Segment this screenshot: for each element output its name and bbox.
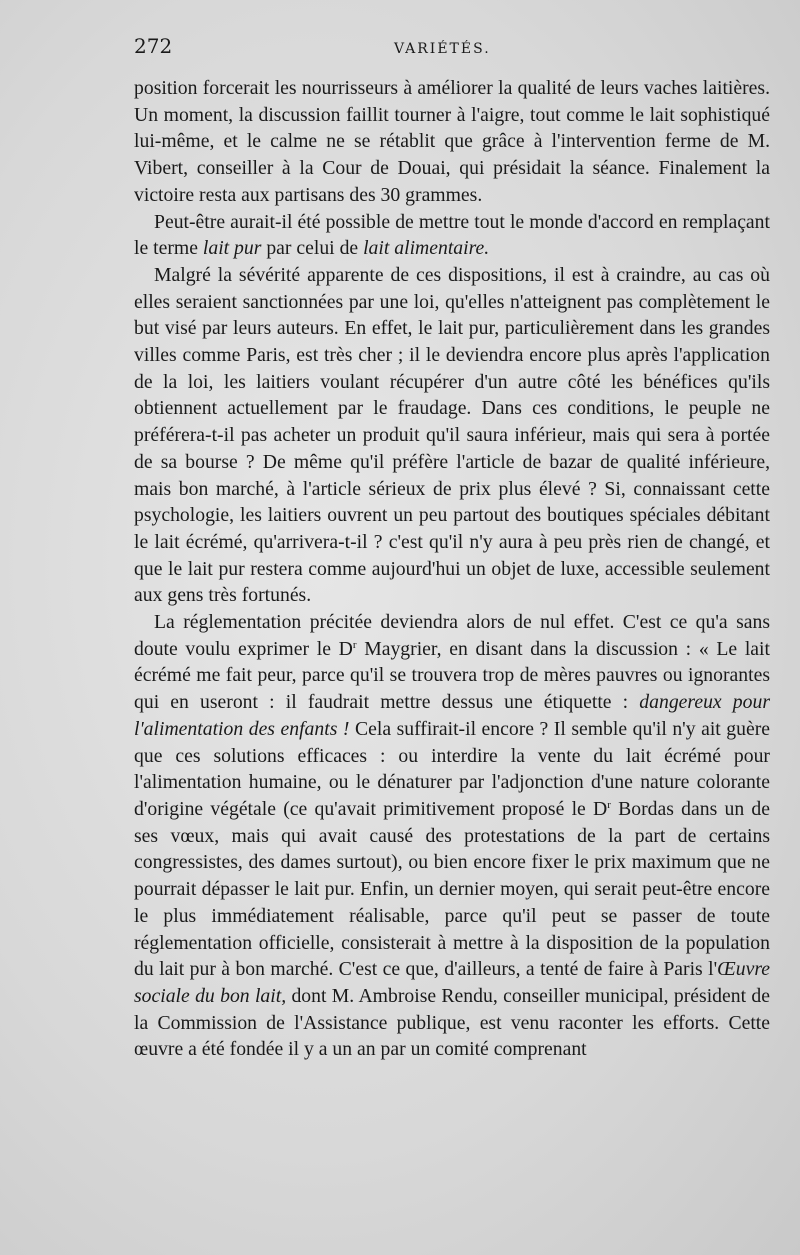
title-oeuvre-sociale: Œuvre sociale du bon lait, <box>134 958 770 1007</box>
paragraph-4-text-e: dont M. Ambroise Rendu, conseiller municipal, président de la Commission de l'Assistance publique, est venu raconter les efforts. Cette œuvre a été fondée il y a un an par un comité comprenant <box>134 984 770 1061</box>
paragraph-2-text-b: par celui de <box>261 237 364 260</box>
paragraph-4-text-a: La réglementation précitée deviendra alors de nul effet. C'est ce qu'a sans doute voulu exprimer le D <box>134 611 770 660</box>
page-header <box>134 34 770 72</box>
label-quote-dangereux: dangereux pour l'alimentation des enfants ! <box>134 691 770 740</box>
paragraph-4 <box>134 609 770 1063</box>
term-lait-pur: lait pur <box>202 237 262 260</box>
page-number: 272 <box>134 34 173 58</box>
superscript-r-2: r <box>607 798 611 811</box>
paragraph-4-text-d: Bordas dans un de ses vœux, mais qui avait causé des protestations de la part de certains congressistes, des dames surtout), ou bien encore fixer le prix maximum que ne pourrait dépasser le lait pur. Enfin, un dernier moyen, qui serait peut-être encore le plus immédiatement réalisable, parce qu'il peut se passer de toute réglementation officielle, consisterait à mettre à la disposition de la population du lait pur à bon marché. C'est ce que, d'ailleurs, a tenté de faire à Paris l' <box>134 797 770 981</box>
term-lait-alimentaire: lait alimentaire. <box>363 237 490 260</box>
paragraph-1: position forcerait les nourrisseurs à améliorer la qualité de leurs vaches laitières. Un moment, la discussion faillit tourner à l'aigre, tout comme le lait sophistiqué lui-même, et le calme ne se rétablit que grâce à l'intervention ferme de M. Vibert, conseiller à la Cour de Douai, qui présidait la séance. Finalement la victoire resta aux partisans des 30 grammes. <box>134 77 770 206</box>
paragraph-2-text-a: Peut-être aurait-il été possible de mettre tout le monde d'accord en remplaçant le terme <box>134 210 770 260</box>
superscript-r-1: r <box>352 638 357 651</box>
paragraph-2 <box>134 209 770 262</box>
body-text <box>134 75 770 1063</box>
running-title: VARIÉTÉS. <box>394 41 491 57</box>
paragraph-4-text-c: Cela suffirait-il encore ? Il semble qu'il n'y ait guère que ces solutions efficaces : ou interdire la vente du lait écrémé pour l'alimentation humaine, ou le dénaturer par l'adjonction d'une nature colorante d'origine végétale (ce qu'avait primitivement proposé le D <box>134 717 771 820</box>
paragraph-4-text-b: Maygrier, en disant dans la discussion : « Le lait écrémé me fait peur, parce qu'il se trouvera trop de mères pauvres ou ignorantes qui en useront : il faudrait mettre dessus une étiquette : <box>134 637 770 714</box>
paragraph-3: Malgré la sévérité apparente de ces dispositions, il est à craindre, au cas où elles seraient sanctionnées par une loi, qu'elles n'atteignent pas complètement le but visé par leurs auteurs. En effet, le lait pur, particulièrement dans les grandes villes comme Paris, est très cher ; il le deviendra encore plus après l'application de la loi, les laitiers voulant récupérer d'un autre côté les bénéfices qu'ils obtiennent actuellement par le fraudage. Dans ces conditions, le peuple ne préférera-t-il pas acheter un produit qu'il saura inférieur, mais qui sera à portée de sa bourse ? De même qu'il préfère l'article de bazar de qualité inférieure, mais bon marché, à l'article sérieux de prix plus élevé ? Si, connaissant cette psychologie, les laitiers ouvrent un peu partout des boutiques spéciales débitant le lait écrémé, qu'arrivera-t-il ? c'est qu'il n'y aura à peu près rien de changé, et que le lait pur restera comme aujourd'hui un objet de luxe, accessible seulement aux gens très fortunés. <box>134 263 770 607</box>
